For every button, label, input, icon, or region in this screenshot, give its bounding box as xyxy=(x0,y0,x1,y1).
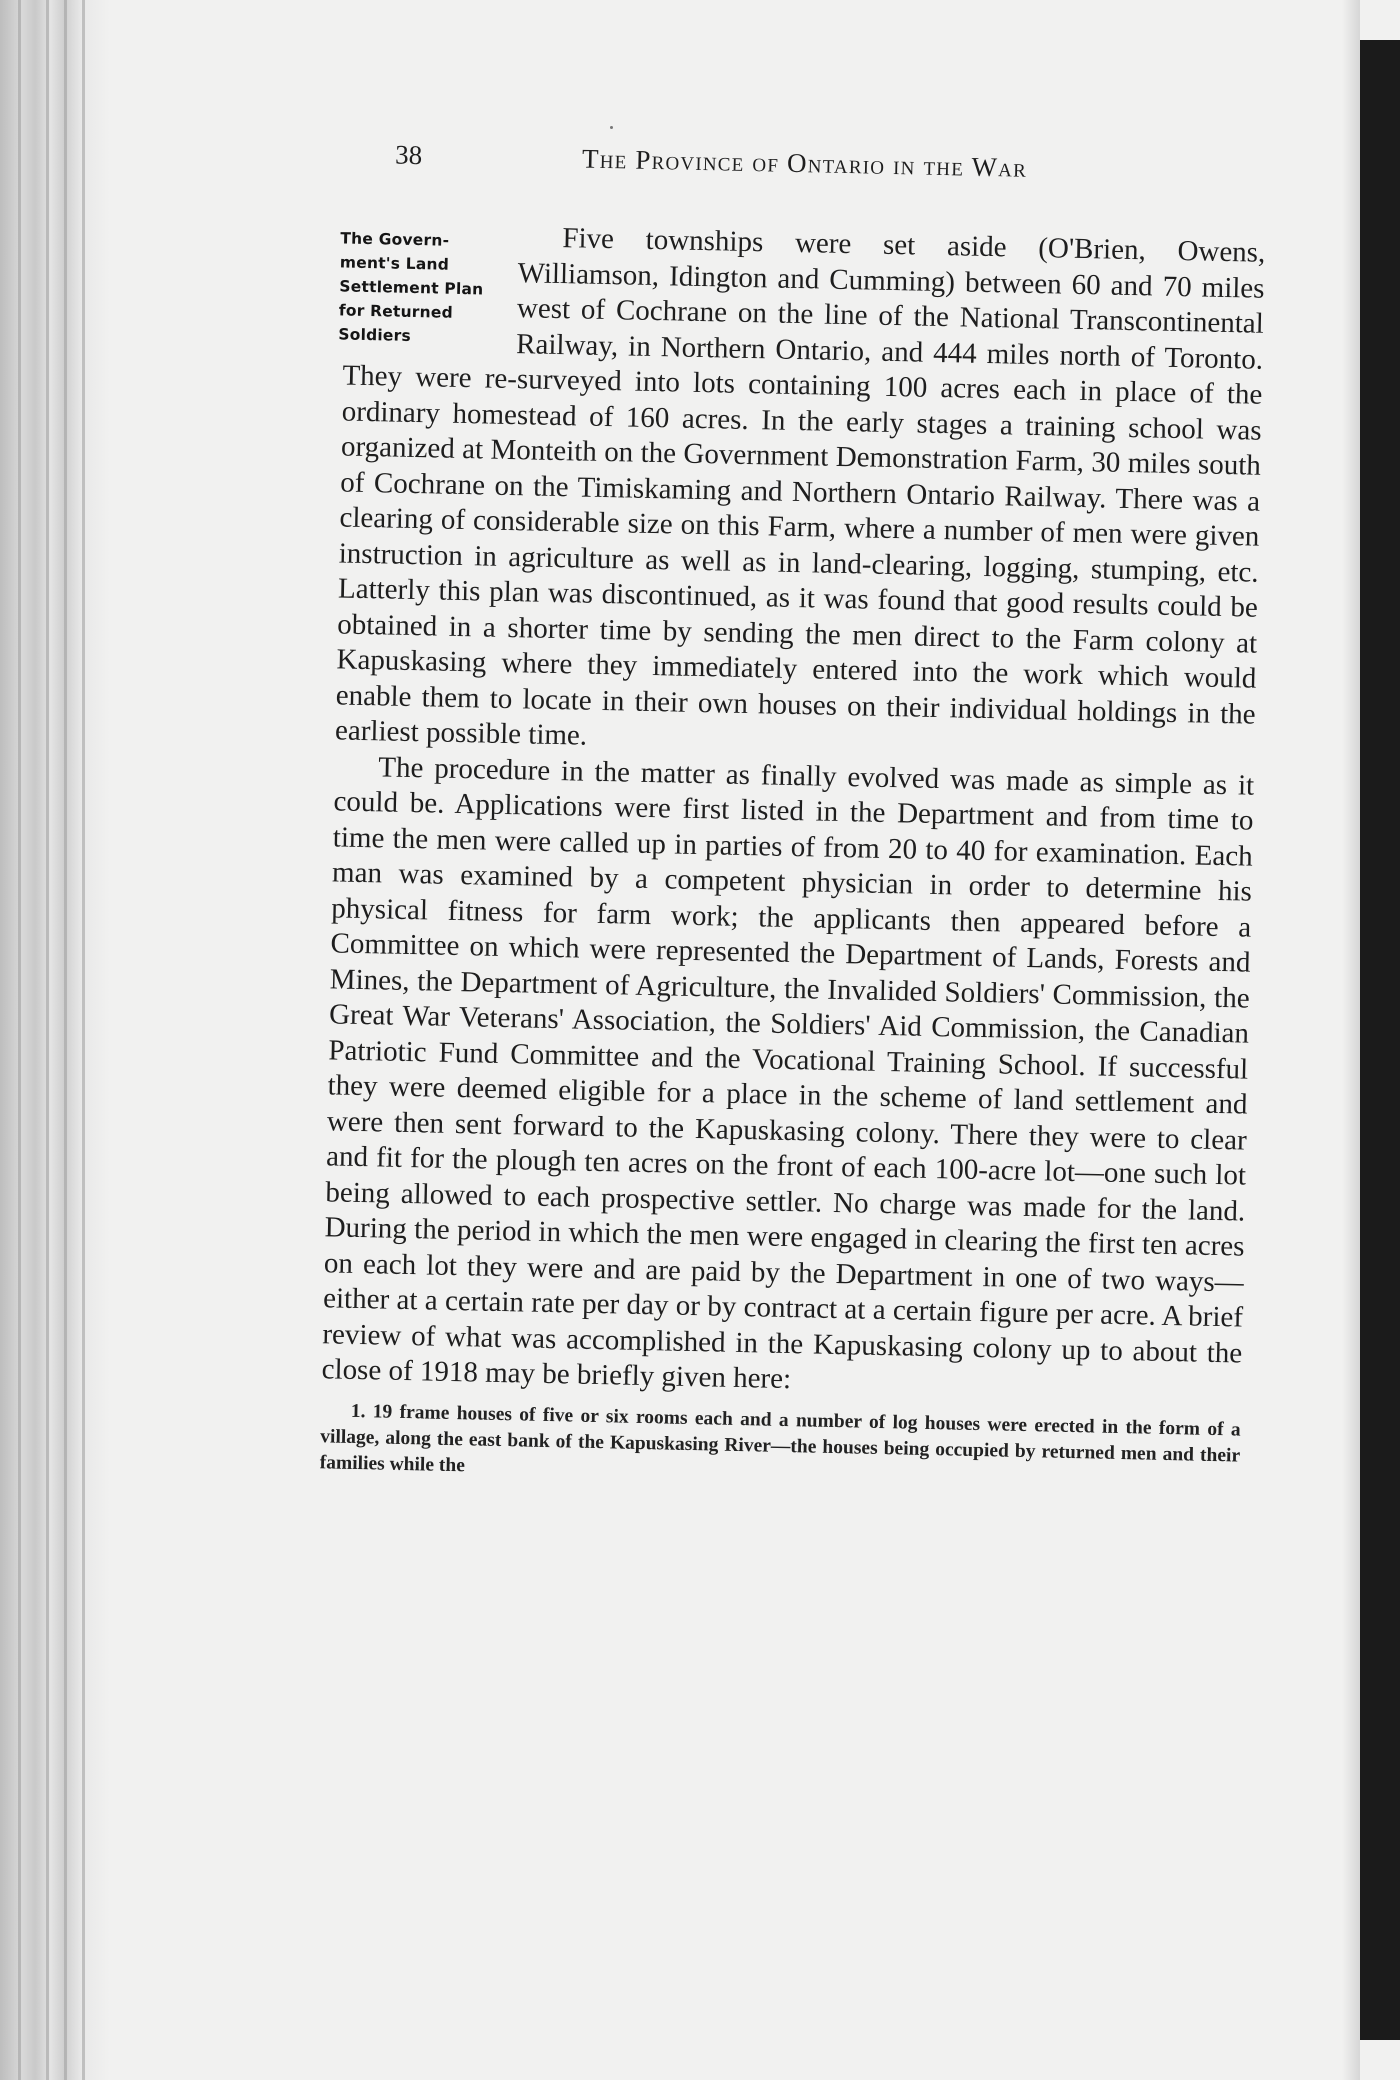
sidenote-line: The Govern- xyxy=(340,229,450,250)
paragraph-townships: Five townships were set aside (O'Brien, Owens, Williamson, Idington and Cumming) between 60 and 70 miles west of Cochrane on the line of the National Transcontinental Railway, in Northern Ontario, and 444 miles north of Toronto. They were re-surveyed into lots containing 100 acres each in place of the ordinary homestead of 160 acres. In the early stages a training school was organized at Monteith on the Government Demonstration Farm, 30 miles south of Cochrane on the Timiskaming and Northern Ontario Railway. There was a clearing of considerable size on this Farm, where a number of men were given instruction in agriculture as well as in land-clearing, logging, stumping, etc. Latterly this plan was discontinued, as it was found that good results could be obtained in a shorter time by sending the men direct to the Farm colony at Kapuskasing where they immediately entered into the work which would enable them to locate in their own houses on their individual holdings in the earliest possible time. xyxy=(334,222,1266,752)
paragraph-procedure: The procedure in the matter as finally evolved was made as simple as it could be. Applications were first listed in the Department and from time to time the men were called up in parties of from 20 to 40 for examination. Each man was examined by a competent physician in order to determine his physical fitness for farm work; the applicants then appeared before a Committee on which were represented the Department of Lands, Forests and Mines, the Department of Agriculture, the Invalided Soldiers' Commission, the Great War Veterans' Association, the Soldiers' Aid Commission, the Canadian Patriotic Fund Committee and the Vocational Training School. If successful they were deemed eligible for a place in the scheme of land settlement and were then sent forward to the Kapuskasing colony. There they were to clear and fit for the plough ten acres on the front of each 100-acre lot—one such lot being allowed to each prospective settler. No charge was made for the land. During the period in which the men were engaged in clearing the first ten acres on each lot they were and are paid by the Department in one of two ways—either at a certain rate per day or by contract at a certain figure per acre. A brief review of what was accomplished in the Kapuskasing colony up to about the close of 1918 may be briefly given here: xyxy=(321,750,1255,1396)
numbered-item-1: 1. 19 frame houses of five or six rooms each and a number of log houses were erected in the form of a village, along the east bank of the Kapuskasing River—the houses being occupied by returned men and their families while the xyxy=(319,1400,1241,1476)
gutter-line xyxy=(46,0,49,2080)
sidenote-line: Settlement Plan xyxy=(339,277,484,299)
sidenote-line: for Returned xyxy=(338,301,454,322)
scan-border-right xyxy=(1360,40,1400,2040)
sidenote-line: Soldiers xyxy=(338,325,412,345)
gutter-line xyxy=(64,0,67,2080)
page-number: 38 xyxy=(394,139,423,171)
sidenote-line: ment's Land xyxy=(339,253,450,274)
speck xyxy=(610,126,613,129)
gutter-line xyxy=(82,0,85,2080)
book-gutter xyxy=(0,0,110,2080)
body-text xyxy=(321,217,1265,1408)
margin-sidenote xyxy=(338,226,500,349)
gutter-line xyxy=(18,0,21,2080)
running-title: The Province of Ontario in the War xyxy=(581,143,1028,183)
book-page xyxy=(313,139,1268,1818)
page-edge-shadow xyxy=(1342,0,1360,2080)
